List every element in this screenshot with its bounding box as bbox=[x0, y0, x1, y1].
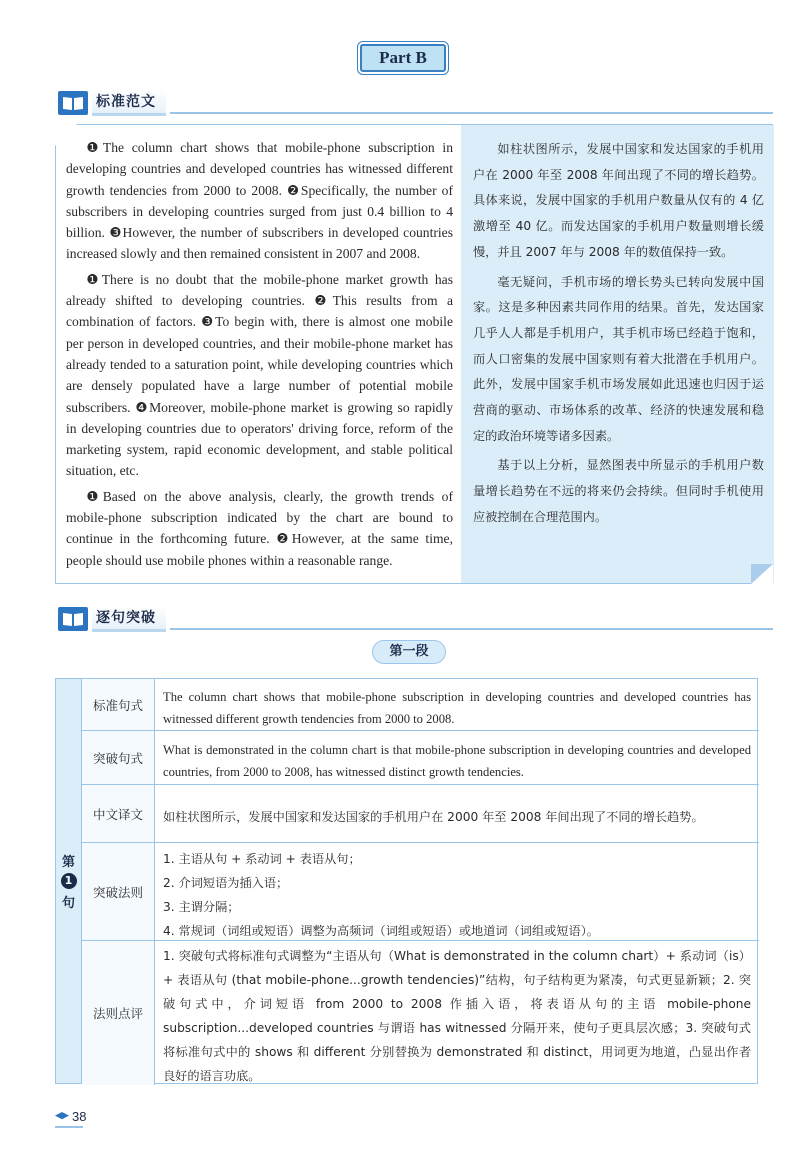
page-curl-decoration bbox=[751, 564, 773, 584]
book-icon bbox=[58, 91, 88, 115]
section-header-sentence-breakthrough bbox=[58, 606, 166, 632]
corner-decoration bbox=[55, 124, 77, 146]
graduation-cap-icon bbox=[55, 1112, 69, 1121]
model-essay-box bbox=[55, 124, 773, 584]
book-icon bbox=[58, 607, 88, 631]
essay-english bbox=[56, 125, 461, 583]
row-text: The column chart shows that mobile-phone subscription in developing countries and developed countries has witnessed different growth tendencies from 2000 to 2008. bbox=[163, 689, 751, 726]
row-content bbox=[155, 785, 759, 842]
sentence-number-badge: 1 bbox=[61, 873, 77, 889]
rule-item: 2. 介词短语为插入语； bbox=[163, 875, 289, 890]
page-number-underline bbox=[55, 1126, 83, 1128]
table-row-rules bbox=[82, 843, 759, 941]
row-header: 突破法则 bbox=[82, 843, 155, 940]
section-title: 标准范文 bbox=[92, 90, 166, 116]
essay-cn-paragraph-2: 毫无疑问，手机市场的增长势头已转向发展中国家。这是多种因素共同作用的结果。首先，发达国家几乎人人都是手机用户，其手机市场已经趋于饱和，而人口密集的发展中国家则有着大批潜在手机用户。此外，发展中国家手机市场发展如此迅速也归因于运营商的驱动、市场体系的改革、经济的快速发展和稳定的政治环境等诸多因素。 bbox=[473, 274, 764, 443]
section-divider bbox=[170, 628, 773, 630]
sentence-number-label bbox=[56, 679, 82, 1083]
row-header: 突破句式 bbox=[82, 731, 155, 784]
page-number-text: 38 bbox=[72, 1109, 87, 1124]
paragraph-label: 第一段 bbox=[372, 640, 446, 664]
essay-cn-paragraph-3: 基于以上分析，显然图表中所显示的手机用户数量增长趋势在不远的将来仍会持续。但同时手机使用应被控制在合理范围内。 bbox=[473, 458, 764, 524]
part-label: Part B bbox=[360, 44, 446, 72]
row-content bbox=[155, 941, 759, 1085]
table-row-commentary bbox=[82, 941, 759, 1085]
row-header: 标准句式 bbox=[82, 679, 155, 730]
row-content bbox=[155, 679, 759, 730]
table-row-breakthrough bbox=[82, 731, 759, 785]
rule-item: 4. 常规词（词组或短语）调整为高频词（词组或短语）或地道词（词组或短语）。 bbox=[163, 923, 599, 938]
row-text: 如柱状图所示，发展中国家和发达国家的手机用户在 2000 年至 2008 年间出现了不同的增长趋势。 bbox=[163, 809, 704, 824]
essay-en-paragraph-2: ❶There is no doubt that the mobile-phone market growth has already shifted to developing countries. ❷This results from a combination of factors. ❸To begin with, there is almost one mobile per person in developed countries, and their mobile-phone market has already tended to a saturation point, while developing countries which are densely populated have a large number of potential mobile subscribers. ❹Moreover, mobile-phone market is growing so rapidly in developing countries due to operators' driving force, reform of the marketing system, rapid economic development, and stable political situation, etc. bbox=[66, 271, 453, 479]
essay-en-paragraph-3: ❶Based on the above analysis, clearly, the growth trends of mobile-phone subscription indicated by the chart are bound to continue in the forthcoming future. ❷However, at the same time, people should use mobile phones within a reasonable range. bbox=[66, 488, 453, 568]
sentence-label-suffix: 句 bbox=[61, 896, 75, 911]
sentence-label-prefix: 第 bbox=[61, 855, 75, 870]
essay-en-paragraph-1: ❶The column chart shows that mobile-phone subscription in developing countries and developed countries has witnessed different growth tendencies from 2000 to 2008. ❷Specifically, the number of subscribers in developing countries surged from just 0.4 billion to 4 billion. ❸However, the number of subscribers in developed countries increased slowly and then remained consistent in 2007 and 2008. bbox=[66, 140, 453, 262]
table-row-translation bbox=[82, 785, 759, 843]
sentence-table bbox=[55, 678, 758, 1084]
section-divider bbox=[170, 112, 773, 114]
page-number bbox=[55, 1109, 86, 1124]
row-text: 1. 突破句式将标准句式调整为“主语从句（What is demonstrated in the column chart）+ 系动词（is）+ 表语从句 (that mobile-phone...growth tendencies)”结构，句子结构更为紧凑，句式更显新颖；2. 突破句式中，介词短语 from 2000 to 2008 作插入语，将表语从句的主语 mobile-phone subscription...developed countries 与谓语 has witnessed 分隔开来，使句子更具层次感；3. 突破句式将标准句式中的 shows 和 different 分别替换为 demonstrated 和 distinct，用词更为地道，凸显出作者良好的语言功底。 bbox=[163, 949, 751, 1083]
rule-item: 3. 主谓分隔； bbox=[163, 899, 240, 914]
row-header: 法则点评 bbox=[82, 941, 155, 1085]
row-content bbox=[155, 731, 759, 784]
row-text: What is demonstrated in the column chart is that mobile-phone subscription in developing countries and developed countries, from 2000 to 2008, has witnessed distinct growth tendencies. bbox=[163, 742, 751, 779]
essay-chinese bbox=[461, 125, 774, 583]
section-header-model-essay bbox=[58, 90, 166, 116]
section-title: 逐句突破 bbox=[92, 606, 166, 632]
row-content bbox=[155, 843, 759, 940]
table-row-standard bbox=[82, 679, 759, 731]
row-header: 中文译文 bbox=[82, 785, 155, 842]
rule-item: 1. 主语从句 + 系动词 + 表语从句； bbox=[163, 851, 361, 866]
essay-cn-paragraph-1: 如柱状图所示，发展中国家和发达国家的手机用户在 2000 年至 2008 年间出现了不同的增长趋势。具体来说，发展中国家的手机用户数量从仅有的 4 亿激增至 40 亿。而发达国家的手机用户数量则增长缓慢，并且 2007 年与 2008 年的数值保持一致。 bbox=[473, 142, 764, 259]
